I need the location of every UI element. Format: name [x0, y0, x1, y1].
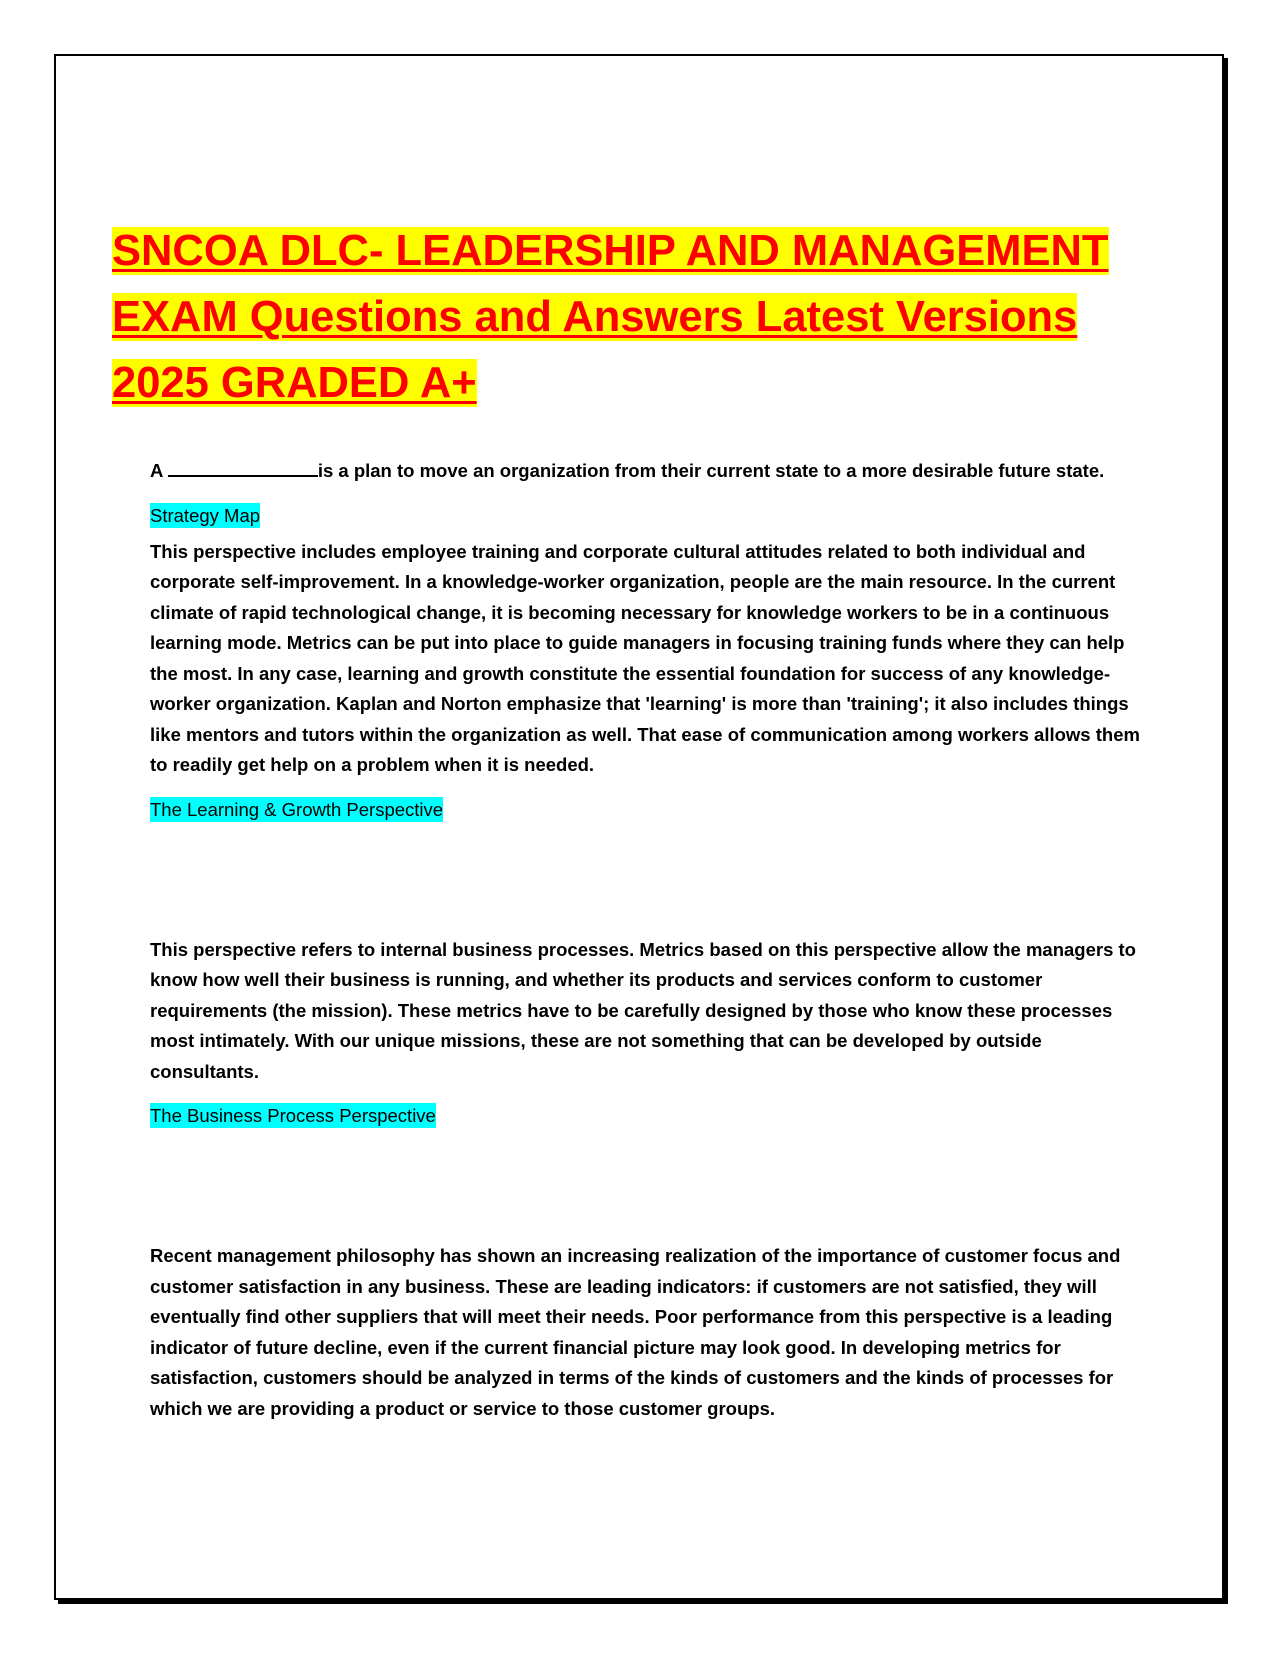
title-line-3: 2025 GRADED A+ [112, 359, 477, 407]
document-title [112, 218, 1172, 416]
question-1-prefix: A [150, 460, 163, 481]
question-2: This perspective includes employee training and corporate cultural attitudes related to both individual and corporate self-improvement. In a knowledge-worker organization, people are the main resource. In the current climate of rapid technological change, it is becoming necessary for knowledge workers to be in a continuous learning mode. Metrics can be put into place to guide managers in focusing training funds where they can help the most. In any case, learning and growth constitute the essential foundation for success of any knowledge-worker organization. Kaplan and Norton emphasize that 'learning' is more than 'training'; it also includes things like mentors and tutors within the organization as well. That ease of communication among workers allows them to readily get help on a problem when it is needed. [150, 540, 1140, 775]
answer-3 [150, 1103, 1140, 1129]
question-3: This perspective refers to internal business processes. Metrics based on this perspective allow the managers to know how well their business is running, and whether its products and services conform to customer requirements (the mission). These metrics have to be carefully designed by those who know these processes most intimately. With our unique missions, these are not something that can be developed by outside consultants. [150, 938, 1136, 1082]
answer-1 [150, 503, 1140, 529]
answer-3-text: The Business Process Perspective [150, 1105, 436, 1126]
qa-content [150, 456, 1140, 1424]
title-line-2: EXAM Questions and Answers Latest Versions [112, 293, 1078, 341]
answer-2 [150, 797, 1140, 823]
question-1-text: is a plan to move an organization from their current state to a more desirable future state. [317, 460, 1105, 481]
answer-2-text: The Learning & Growth Perspective [150, 798, 444, 820]
title-line-1: SNCOA DLC- LEADERSHIP AND MANAGEMENT [112, 227, 1109, 275]
question-1 [150, 456, 1140, 487]
question-4: Recent management philosophy has shown an increasing realization of the importance of customer focus and customer satisfaction in any business. These are leading indicators: if customers are not satisfied, they will eventually find other suppliers that will meet their needs. Poor performance from this perspective is a leading indicator of future decline, even if the current financial picture may look good. In developing metrics for satisfaction, customers should be analyzed in terms of the kinds of customers and the kinds of processes for which we are providing a product or service to those customer groups. [150, 1245, 1121, 1419]
fill-in-blank [168, 457, 318, 477]
answer-1-text: Strategy Map [150, 504, 261, 526]
